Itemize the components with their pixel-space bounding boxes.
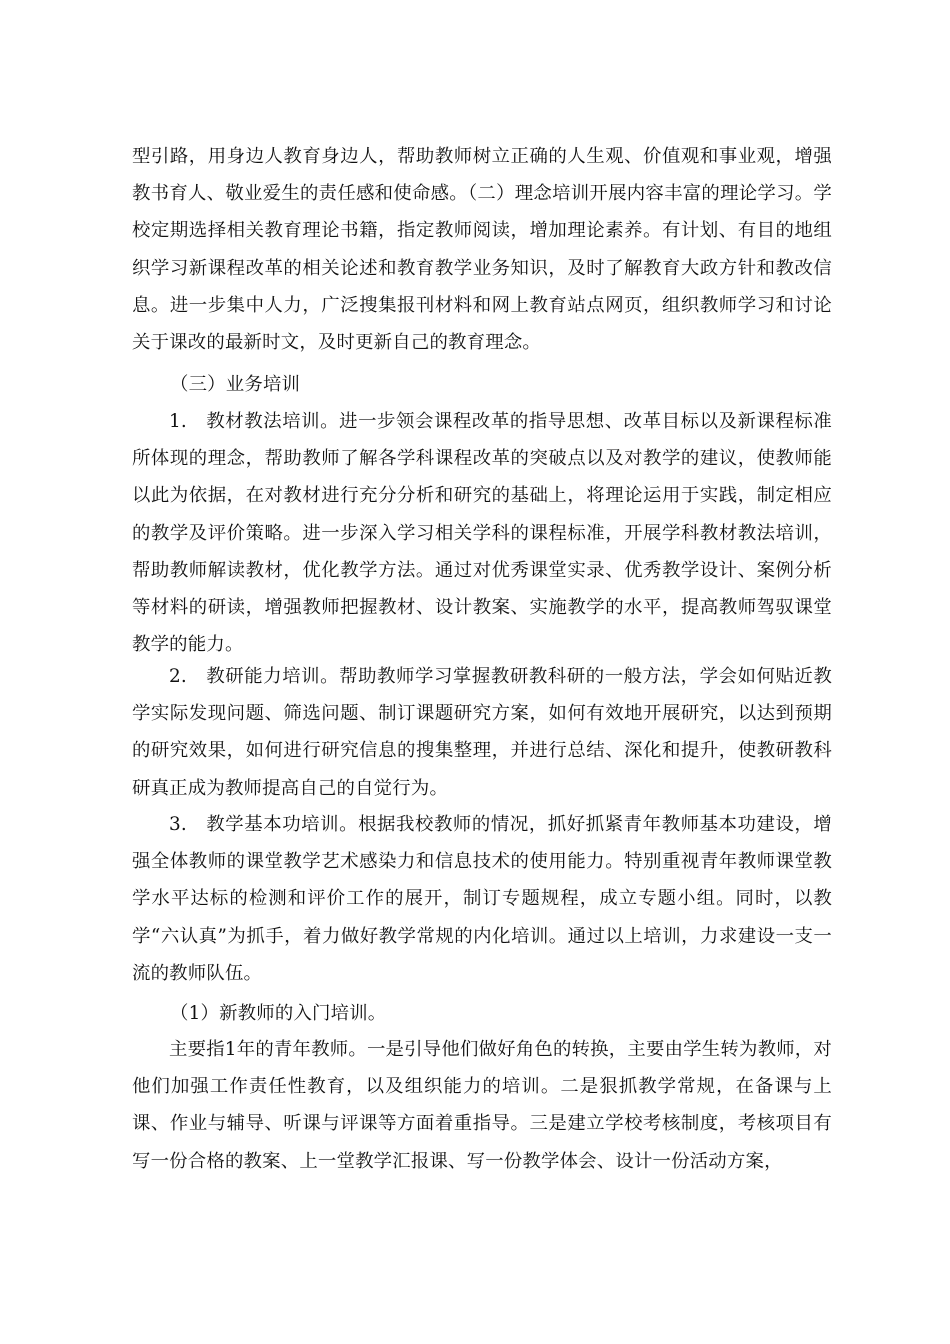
section-heading-business-training: （三）业务培训 bbox=[170, 374, 301, 395]
subheading-new-teacher-training: （1）新教师的入门培训。 bbox=[170, 1003, 387, 1024]
paragraph-textbook-training: 1. 教材教法培训。进一步领会课程改革的指导思想、改革目标以及新课程标准所体现的理念，帮助教师了解各学科课程改革的突破点以及对教学的建议，使教师能以此为依据，在对教材进行充分分析和研究的基础上，将理论运用于实践，制定相应的教学及评价策略。进一步深入学习相关学科的课程标准，开展学科教材教法培训，帮助教师解读教材，优化教学方法。通过对优秀课堂实录、优秀教学设计、案例分析等材料的研读，增强教师把握教材、设计教案、实施教学的水平，提高教师驾驭课堂教学的能力。 bbox=[132, 411, 832, 656]
paragraph-training-concept: 型引路，用身边人教育身边人，帮助教师树立正确的人生观、价值观和事业观，增强教书育人、敬业爱生的责任感和使命感。（二）理念培训开展内容丰富的理论学习。学校定期选择相关教育理论书籍，指定教师阅读，增加理论素养。有计划、有目的地组织学习新课程改革的相关论述和教育教学业务知识，及时了解教育大政方针和教改信息。进一步集中人力，广泛搜集报刊材料和网上教育站点网页，组织教师学习和讨论关于课改的最新时文，及时更新自己的教育理念。 bbox=[132, 146, 832, 354]
paragraph-new-teacher-details: 主要指1年的青年教师。一是引导他们做好角色的转换，主要由学生转为教师，对他们加强工作责任性教育，以及组织能力的培训。二是狠抓教学常规，在备课与上课、作业与辅导、听课与评课等方面着重指导。三是建立学校考核制度，考核项目有写一份合格的教案、上一堂教学汇报课、写一份教学体会、设计一份活动方案， bbox=[132, 1039, 832, 1172]
paragraph-basic-skills-training: 3. 教学基本功培训。根据我校教师的情况，抓好抓紧青年教师基本功建设，增强全体教师的课堂教学艺术感染力和信息技术的使用能力。特别重视青年教师课堂教学水平达标的检测和评价工作的展开，制订专题规程，成立专题小组。同时，以教学“六认真”为抓手，着力做好教学常规的内化培训。通过以上培训，力求建设一支一流的教师队伍。 bbox=[132, 814, 832, 984]
paragraph-research-training: 2. 教研能力培训。帮助教师学习掌握教研教科研的一般方法，学会如何贴近教学实际发现问题、筛选问题、制订课题研究方案，如何有效地开展研究，以达到预期的研究效果，如何进行研究信息的搜集整理，并进行总结、深化和提升，使教研教科研真正成为教师提高自己的自觉行为。 bbox=[132, 666, 832, 799]
